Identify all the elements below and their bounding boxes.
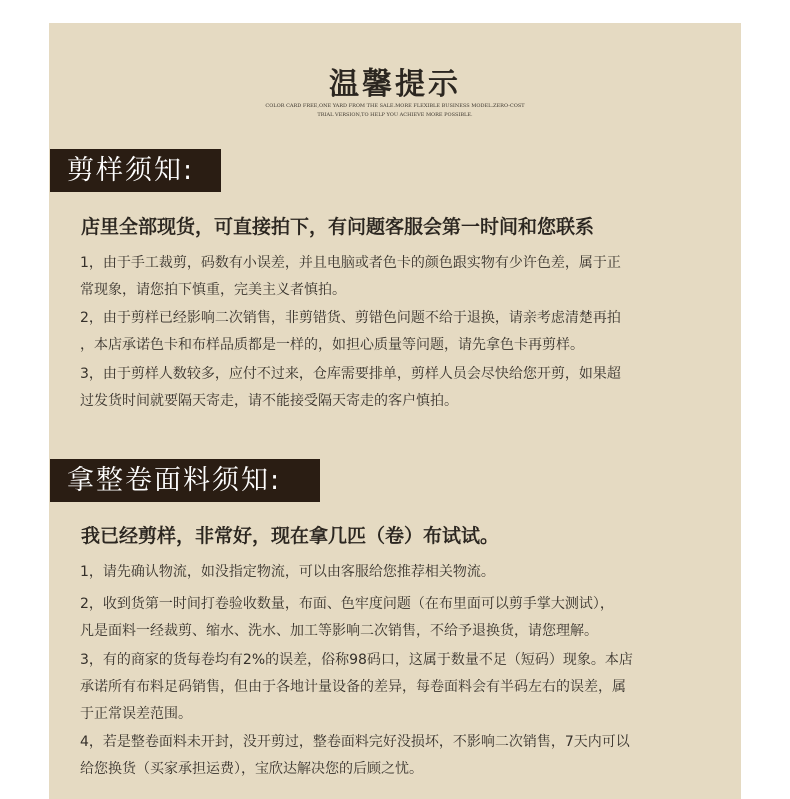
note-line: 承诺所有布料足码销售，但由于各地计量设备的差异，每卷面料会有半码左右的误差，属 — [80, 679, 626, 695]
page-subtitle — [49, 102, 741, 120]
note-line: 过发货时间就要隔天寄走，请不能接受隔天寄走的客户慎拍。 — [80, 393, 458, 409]
note-line: 3，有的商家的货每卷均有2%的误差，俗称98码口，这属于数量不足（短码）现象。本店 — [80, 652, 633, 668]
note-line: 2，收到货第一时间打卷验收数量，布面、色牢度问题（在布里面可以剪手掌大测试）， — [80, 596, 614, 612]
roll-note-2 — [80, 591, 712, 645]
note-line: 常现象，请您拍下慎重，完美主义者慎拍。 — [80, 282, 346, 298]
section-lead-roll: 我已经剪样，非常好，现在拿几匹（卷）布试试。 — [81, 525, 500, 547]
section-heading-sample: 剪样须知: — [50, 149, 221, 192]
sample-note-1 — [80, 250, 712, 304]
note-line: 于正常误差范围。 — [80, 706, 192, 722]
notice-panel — [49, 23, 741, 799]
section-lead-sample: 店里全部现货，可直接拍下，有问题客服会第一时间和您联系 — [81, 216, 595, 238]
note-line: 1，请先确认物流，如没指定物流，可以由客服给您推荐相关物流。 — [80, 564, 495, 580]
section-heading-roll: 拿整卷面料须知: — [50, 459, 320, 502]
note-line: 4，若是整卷面料未开封，没开剪过，整卷面料完好没损坏，不影响二次销售，7天内可以 — [80, 734, 630, 750]
subtitle-line: COLOR CARD FREE,ONE YARD FROM THE SALE.MORE FLEXIBLE BUSINESS MODEL.ZERO-COST — [265, 103, 525, 109]
roll-note-4 — [80, 729, 712, 783]
note-line: ，本店承诺色卡和布样品质都是一样的，如担心质量等问题，请先拿色卡再剪样。 — [80, 337, 584, 353]
note-line: 凡是面料一经裁剪、缩水、洗水、加工等影响二次销售，不给予退换货，请您理解。 — [80, 623, 598, 639]
subtitle-line: TRIAL VERSION,TO HELP YOU ACHIEVE MORE POSSIBLE. — [317, 112, 473, 118]
sample-note-2 — [80, 305, 712, 359]
sample-note-3 — [80, 361, 712, 415]
page-title: 温馨提示 — [329, 67, 461, 102]
roll-note-3 — [80, 647, 712, 728]
note-line: 1，由于手工裁剪，码数有小误差，并且电脑或者色卡的颜色跟实物有少许色差，属于正 — [80, 255, 621, 271]
note-line: 给您换货（买家承担运费），宝欣达解决您的后顾之忧。 — [80, 761, 423, 777]
note-line: 2，由于剪样已经影响二次销售，非剪错货、剪错色问题不给于退换，请亲考虑清楚再拍 — [80, 310, 621, 326]
note-line: 3，由于剪样人数较多，应付不过来，仓库需要排单，剪样人员会尽快给您开剪，如果超 — [80, 366, 621, 382]
roll-note-1 — [80, 559, 712, 586]
